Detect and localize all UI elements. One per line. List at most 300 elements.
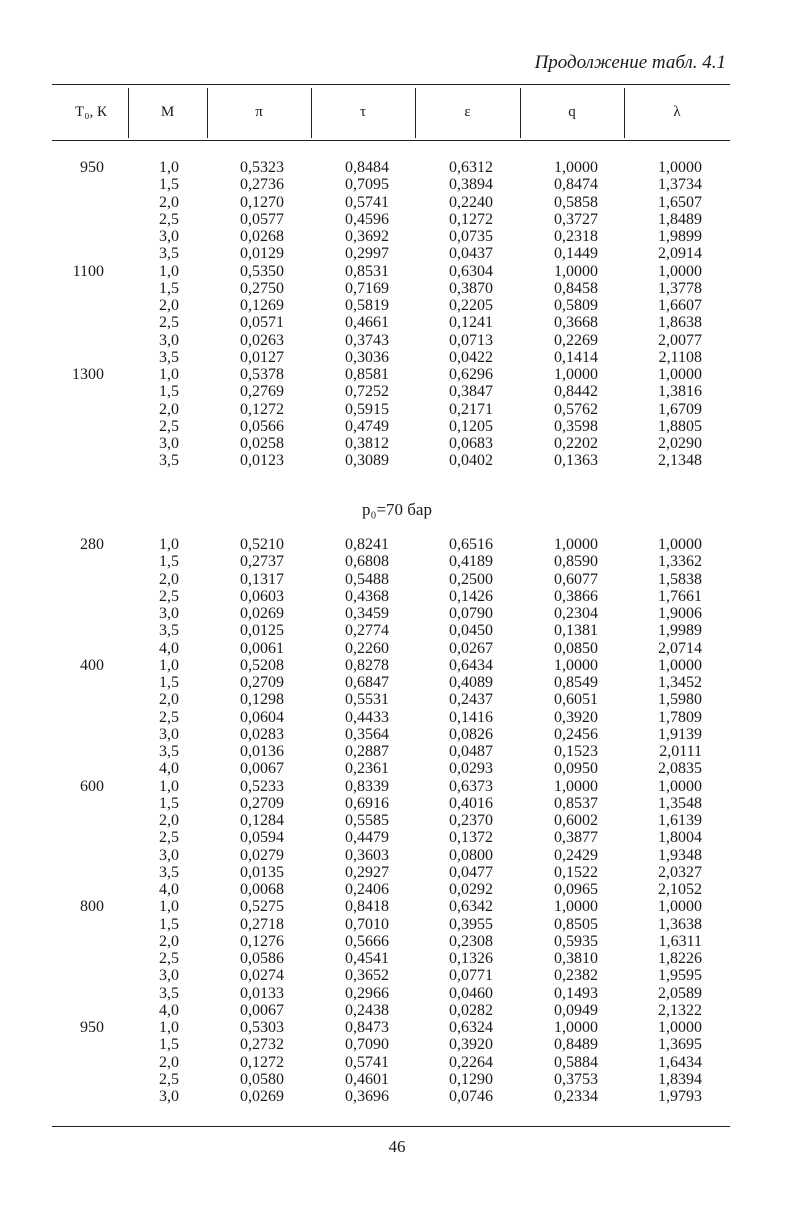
- table-cell: 0,5935: [554, 932, 598, 950]
- table-cell: 3,5: [159, 984, 179, 1002]
- table-cell: [52, 228, 104, 245]
- table-cell: 0,3920: [449, 1036, 493, 1054]
- table-cell: 1,5: [159, 553, 179, 571]
- table-cell: 4,0: [159, 881, 179, 898]
- table-cell: 1300: [72, 366, 104, 383]
- table-cell: 2,5: [159, 829, 179, 847]
- table-cell: 0,1272: [240, 400, 284, 418]
- table-cell: 2,0327: [658, 863, 702, 881]
- table-cell: 2,0: [159, 1053, 179, 1071]
- table-cell: 800: [80, 898, 104, 916]
- table-cell: 0,0263: [240, 331, 284, 349]
- table-cell: 0,1298: [240, 691, 284, 709]
- table-cell: 2,0: [159, 691, 179, 709]
- table-cell: 0,3866: [554, 587, 598, 605]
- section2-m-column: [130, 536, 179, 1105]
- table-cell: 0,5858: [554, 193, 598, 211]
- table-cell: 0,1414: [554, 348, 598, 366]
- table-cell: 0,2750: [240, 279, 284, 297]
- table-cell: 0,0293: [449, 760, 493, 778]
- table-cell: [52, 760, 104, 777]
- table-cell: 0,0790: [449, 605, 493, 622]
- table-cell: 1,3734: [658, 176, 702, 194]
- table-cell: 0,4601: [345, 1070, 389, 1088]
- table-cell: 0,6916: [345, 794, 389, 812]
- header-q: q: [568, 104, 576, 120]
- table-cell: 0,0067: [240, 1001, 284, 1019]
- table-cell: 0,1270: [240, 193, 284, 211]
- table-cell: 0,3810: [554, 950, 598, 967]
- table-cell: 3,0: [159, 605, 179, 622]
- table-cell: 0,2260: [345, 639, 389, 657]
- table-cell: 0,2709: [240, 794, 284, 812]
- table-cell: 0,3668: [554, 314, 598, 332]
- table-cell: [52, 245, 104, 262]
- table-cell: 0,3652: [345, 967, 389, 985]
- table-cell: 0,5585: [345, 812, 389, 829]
- table-cell: 0,6516: [449, 536, 493, 553]
- table-cell: 2,5: [159, 1070, 179, 1088]
- table-cell: 3,0: [159, 967, 179, 985]
- table-cell: 0,8549: [554, 674, 598, 691]
- table-cell: 3,0: [159, 725, 179, 743]
- table-cell: 3,0: [159, 331, 179, 349]
- table-cell: 0,2429: [554, 846, 598, 864]
- table-cell: 0,0965: [554, 881, 598, 898]
- table-cell: 0,1426: [449, 587, 493, 605]
- table-cell: 0,6847: [345, 674, 389, 691]
- table-cell: 0,6077: [554, 570, 598, 588]
- table-cell: 2,0: [159, 570, 179, 588]
- table-cell: 0,0603: [240, 587, 284, 605]
- table-cell: 1,0000: [554, 159, 598, 176]
- header-m: M: [160, 104, 175, 120]
- table-cell: [52, 1002, 104, 1019]
- table-cell: 2,5: [159, 210, 179, 228]
- table-cell: 0,3598: [554, 417, 598, 435]
- table-cell: [52, 864, 104, 881]
- table-cell: 2,0589: [658, 984, 702, 1002]
- header-tau: τ: [359, 104, 367, 120]
- header-eps: ε: [464, 104, 471, 120]
- table-cell: 0,8339: [345, 777, 389, 795]
- table-cell: 0,2732: [240, 1036, 284, 1054]
- table-cell: 0,2718: [240, 915, 284, 933]
- table-cell: 0,5741: [345, 1053, 389, 1071]
- table-cell: 0,5350: [240, 262, 284, 280]
- table-cell: 0,5666: [345, 932, 389, 950]
- table-cell: [52, 640, 104, 657]
- table-cell: 2,5: [159, 587, 179, 605]
- table-cell: 0,6312: [449, 159, 493, 176]
- table-cell: 0,0267: [449, 639, 493, 657]
- table-cell: 1,7661: [658, 587, 702, 605]
- table-cell: 1,3362: [658, 553, 702, 571]
- table-cell: 0,1205: [449, 417, 493, 435]
- table-cell: 1,5: [159, 1036, 179, 1054]
- table-cell: 2,0111: [659, 743, 702, 760]
- table-cell: 0,4016: [449, 794, 493, 812]
- table-cell: 2,0: [159, 297, 179, 314]
- table-cell: 1,8394: [658, 1070, 702, 1088]
- table-cell: 1,9899: [658, 228, 702, 245]
- table-cell: 0,4089: [449, 674, 493, 691]
- table-cell: 1,0: [159, 159, 179, 176]
- table-cell: 0,1276: [240, 932, 284, 950]
- table-cell: 0,4433: [345, 708, 389, 726]
- table-cell: 0,4189: [449, 553, 493, 571]
- table-cell: 0,0771: [449, 967, 493, 985]
- table-cell: 0,3812: [345, 435, 389, 452]
- table-cell: 0,0129: [240, 245, 284, 263]
- table-cell: 1,6709: [658, 400, 702, 418]
- table-cell: 0,5915: [345, 400, 389, 418]
- table-cell: 0,2318: [554, 228, 598, 245]
- table-cell: 1,8489: [658, 210, 702, 228]
- table-cell: 0,3692: [345, 228, 389, 245]
- table-cell: [52, 418, 104, 435]
- section-subtitle: p₀=70 бар: [362, 500, 432, 519]
- table-cell: 0,0283: [240, 725, 284, 743]
- table-cell: 0,6324: [449, 1019, 493, 1036]
- table-cell: 0,3847: [449, 383, 493, 401]
- table-cell: 0,5210: [240, 536, 284, 553]
- section2-t0-column: [52, 536, 104, 1105]
- table-cell: 1,0: [159, 656, 179, 674]
- table-cell: 1,0: [159, 898, 179, 916]
- table-cell: 0,1272: [449, 210, 493, 228]
- table-cell: 0,5303: [240, 1019, 284, 1036]
- table-cell: 1,0000: [554, 366, 598, 383]
- table-cell: 0,1326: [449, 950, 493, 967]
- table-cell: 0,6342: [449, 898, 493, 916]
- table-cell: 1,6607: [658, 297, 702, 314]
- table-cell: 0,8505: [554, 915, 598, 933]
- table-cell: 0,2202: [554, 435, 598, 452]
- table-cell: 0,4596: [345, 210, 389, 228]
- table-cell: 1,5: [159, 794, 179, 812]
- table-cell: 0,0580: [240, 1070, 284, 1088]
- table-cell: 0,1317: [240, 570, 284, 588]
- table-cell: 1,8004: [658, 829, 702, 847]
- table-cell: 0,3036: [345, 348, 389, 366]
- table-cell: [52, 176, 104, 193]
- table-cell: 1,5: [159, 674, 179, 691]
- table-cell: 0,3753: [554, 1070, 598, 1088]
- table-cell: 1,0000: [658, 536, 702, 553]
- table-cell: 0,0577: [240, 210, 284, 228]
- table-cell: 1,0000: [554, 1019, 598, 1036]
- table-cell: 0,1381: [554, 622, 598, 640]
- table-cell: 0,2406: [345, 881, 389, 898]
- table-cell: 1,5: [159, 915, 179, 933]
- table-cell: 0,0713: [449, 331, 493, 349]
- table-cell: 2,5: [159, 314, 179, 332]
- table-cell: 0,5809: [554, 297, 598, 314]
- table-cell: 2,0914: [658, 245, 702, 263]
- table-cell: 0,5323: [240, 159, 284, 176]
- table-cell: 1,5: [159, 383, 179, 401]
- table-cell: 0,0450: [449, 622, 493, 640]
- table-cell: 1,0000: [658, 366, 702, 383]
- table-cell: 0,1269: [240, 297, 284, 314]
- table-cell: [52, 622, 104, 639]
- table-cell: [52, 916, 104, 933]
- table-cell: 0,5884: [554, 1053, 598, 1071]
- table-cell: 1,0000: [658, 656, 702, 674]
- table-cell: 1100: [72, 262, 104, 280]
- table-cell: 0,2774: [345, 622, 389, 640]
- table-cell: 0,2927: [345, 863, 389, 881]
- table-cell: 0,0735: [449, 228, 493, 245]
- table-cell: 0,2334: [554, 1088, 598, 1105]
- table-cell: 0,4749: [345, 417, 389, 435]
- table-cell: [52, 985, 104, 1002]
- table-cell: 0,5762: [554, 400, 598, 418]
- table-cell: 0,0949: [554, 1001, 598, 1019]
- table-cell: [52, 383, 104, 400]
- table-cell: 0,0068: [240, 881, 284, 898]
- table-cell: 0,7095: [345, 176, 389, 194]
- table-cell: 0,1449: [554, 245, 598, 263]
- table-cell: 3,5: [159, 452, 179, 470]
- table-cell: 1,0: [159, 536, 179, 553]
- table-cell: 0,8531: [345, 262, 389, 280]
- table-cell: 0,0487: [449, 743, 493, 760]
- table-cell: 0,2308: [449, 932, 493, 950]
- table-cell: 0,8590: [554, 553, 598, 571]
- table-cell: 1,3695: [658, 1036, 702, 1054]
- section1-tau-column: [300, 159, 389, 470]
- table-cell: 3,5: [159, 743, 179, 760]
- table-cell: 2,0835: [658, 760, 702, 778]
- table-cell: 0,2304: [554, 605, 598, 622]
- table-cell: [52, 709, 104, 726]
- table-cell: [52, 280, 104, 297]
- table-cell: 0,2997: [345, 245, 389, 263]
- table-cell: 0,5275: [240, 898, 284, 916]
- table-cell: 0,0594: [240, 829, 284, 847]
- table-cell: [52, 553, 104, 570]
- table-cell: 2,1052: [658, 881, 702, 898]
- table-cell: 1,6139: [658, 812, 702, 829]
- table-cell: 0,3603: [345, 846, 389, 864]
- table-cell: 2,1322: [658, 1001, 702, 1019]
- table-cell: 0,8474: [554, 176, 598, 194]
- table-cell: 1,0000: [658, 898, 702, 916]
- table-cell: 1,0000: [658, 159, 702, 176]
- table-cell: 0,8489: [554, 1036, 598, 1054]
- table-cell: 0,2240: [449, 193, 493, 211]
- table-cell: 0,0127: [240, 348, 284, 366]
- section2-lambda-column: [610, 536, 702, 1105]
- table-cell: 0,0604: [240, 708, 284, 726]
- table-cell: [52, 332, 104, 349]
- table-cell: 0,2887: [345, 743, 389, 760]
- table-cell: 0,1272: [240, 1053, 284, 1071]
- table-cell: [52, 349, 104, 366]
- section1-t0-column: [52, 159, 104, 470]
- top-rule: [52, 84, 730, 85]
- table-cell: [52, 1036, 104, 1053]
- table-cell: 0,0571: [240, 314, 284, 332]
- table-cell: 0,2736: [240, 176, 284, 194]
- table-cell: 3,0: [159, 228, 179, 245]
- table-cell: 1,9989: [658, 622, 702, 640]
- table-cell: 0,1372: [449, 829, 493, 847]
- table-cell: 0,5819: [345, 297, 389, 314]
- table-cell: 0,1416: [449, 708, 493, 726]
- table-cell: [52, 314, 104, 331]
- table-cell: 1,5980: [658, 691, 702, 709]
- table-cell: 2,5: [159, 708, 179, 726]
- section2-tau-column: [300, 536, 389, 1105]
- table-cell: 1,0000: [554, 777, 598, 795]
- table-cell: 0,0292: [449, 881, 493, 898]
- table-cell: 0,0282: [449, 1001, 493, 1019]
- table-cell: 0,5378: [240, 366, 284, 383]
- table-cell: 1,0: [159, 777, 179, 795]
- table-cell: 1,6311: [658, 932, 702, 950]
- table-cell: 0,0950: [554, 760, 598, 778]
- table-cell: 0,6373: [449, 777, 493, 795]
- table-cell: 1,0: [159, 262, 179, 280]
- table-cell: 1,6507: [658, 193, 702, 211]
- table-cell: 0,2361: [345, 760, 389, 778]
- table-cell: 0,1493: [554, 984, 598, 1002]
- table-cell: 0,0067: [240, 760, 284, 778]
- table-cell: [52, 297, 104, 314]
- table-cell: [52, 691, 104, 708]
- table-cell: 0,3564: [345, 725, 389, 743]
- section1-m-column: [130, 159, 179, 470]
- table-cell: 0,2709: [240, 674, 284, 691]
- table-cell: 1,9793: [658, 1088, 702, 1105]
- table-cell: 1,8805: [658, 417, 702, 435]
- table-cell: 0,5488: [345, 570, 389, 588]
- table-cell: 0,2264: [449, 1053, 493, 1071]
- section1-pi-column: [200, 159, 284, 470]
- table-cell: 0,8484: [345, 159, 389, 176]
- header-t0: T₀, К: [75, 104, 107, 120]
- table-cell: 0,2769: [240, 383, 284, 401]
- table-cell: 2,1108: [658, 348, 702, 366]
- table-cell: 1,8226: [658, 950, 702, 967]
- table-cell: 0,0746: [449, 1088, 493, 1105]
- table-cell: [52, 847, 104, 864]
- table-cell: 1,3816: [658, 383, 702, 401]
- table-cell: [52, 743, 104, 760]
- table-cell: 0,8442: [554, 383, 598, 401]
- table-cell: 0,7252: [345, 383, 389, 401]
- table-cell: 0,6296: [449, 366, 493, 383]
- table-cell: [52, 933, 104, 950]
- table-cell: 0,5208: [240, 656, 284, 674]
- table-cell: 0,5233: [240, 777, 284, 795]
- table-cell: 0,0402: [449, 452, 493, 470]
- table-cell: 0,6434: [449, 656, 493, 674]
- table-cell: 4,0: [159, 1001, 179, 1019]
- table-cell: 0,2456: [554, 725, 598, 743]
- table-cell: 0,2437: [449, 691, 493, 709]
- table-cell: 0,0274: [240, 967, 284, 985]
- table-cell: 3,5: [159, 622, 179, 640]
- table-cell: 1,3638: [658, 915, 702, 933]
- table-cell: 0,0279: [240, 846, 284, 864]
- table-cell: 1,5: [159, 279, 179, 297]
- table-cell: 0,3870: [449, 279, 493, 297]
- table-cell: 0,8278: [345, 656, 389, 674]
- table-cell: 1,8638: [658, 314, 702, 332]
- table-cell: 1,0000: [554, 262, 598, 280]
- table-cell: 1,0: [159, 366, 179, 383]
- table-cell: 2,0: [159, 812, 179, 829]
- table-cell: 1,5838: [658, 570, 702, 588]
- table-cell: 0,8581: [345, 366, 389, 383]
- table-cell: 0,6002: [554, 812, 598, 829]
- table-cell: 2,5: [159, 417, 179, 435]
- page-number: 46: [388, 1137, 406, 1156]
- table-cell: [52, 829, 104, 846]
- table-cell: 0,0268: [240, 228, 284, 245]
- table-cell: 950: [80, 1019, 104, 1036]
- table-cell: 0,0061: [240, 639, 284, 657]
- table-cell: 1,9006: [658, 605, 702, 622]
- table-cell: 2,0: [159, 400, 179, 418]
- table-cell: 0,5741: [345, 193, 389, 211]
- table-cell: 0,4479: [345, 829, 389, 847]
- table-cell: 1,9348: [658, 846, 702, 864]
- table-cell: 3,0: [159, 1088, 179, 1105]
- table-cell: 0,3877: [554, 829, 598, 847]
- table-cell: [52, 726, 104, 743]
- table-cell: 3,0: [159, 846, 179, 864]
- table-cell: 1,0000: [658, 262, 702, 280]
- table-cell: 0,0437: [449, 245, 493, 263]
- table-cell: 0,0136: [240, 743, 284, 760]
- table-cell: 2,0: [159, 932, 179, 950]
- table-cell: 0,0800: [449, 846, 493, 864]
- table-cell: 950: [80, 159, 104, 176]
- table-cell: 0,8241: [345, 536, 389, 553]
- table-cell: 2,0077: [658, 331, 702, 349]
- table-cell: 0,0258: [240, 435, 284, 452]
- table-cell: 0,8537: [554, 794, 598, 812]
- table-cell: 0,0460: [449, 984, 493, 1002]
- table-cell: 0,1284: [240, 812, 284, 829]
- table-cell: 0,8473: [345, 1019, 389, 1036]
- table-cell: 4,0: [159, 639, 179, 657]
- table-cell: 4,0: [159, 760, 179, 778]
- table-cell: 1,0000: [554, 656, 598, 674]
- table-cell: 0,0850: [554, 639, 598, 657]
- table-cell: 1,5: [159, 176, 179, 194]
- table-cell: 0,0422: [449, 348, 493, 366]
- section2-q-column: [510, 536, 598, 1105]
- table-cell: 0,2269: [554, 331, 598, 349]
- table-cell: 1,9139: [658, 725, 702, 743]
- table-cell: 1,0000: [554, 898, 598, 916]
- table-cell: 0,1522: [554, 863, 598, 881]
- table-cell: [52, 950, 104, 967]
- table-cell: [52, 795, 104, 812]
- table-cell: 0,2500: [449, 570, 493, 588]
- table-cell: 0,0123: [240, 452, 284, 470]
- table-cell: 0,4541: [345, 950, 389, 967]
- header-bottom-rule: [52, 140, 730, 141]
- table-cell: 0,3743: [345, 331, 389, 349]
- table-cell: [52, 588, 104, 605]
